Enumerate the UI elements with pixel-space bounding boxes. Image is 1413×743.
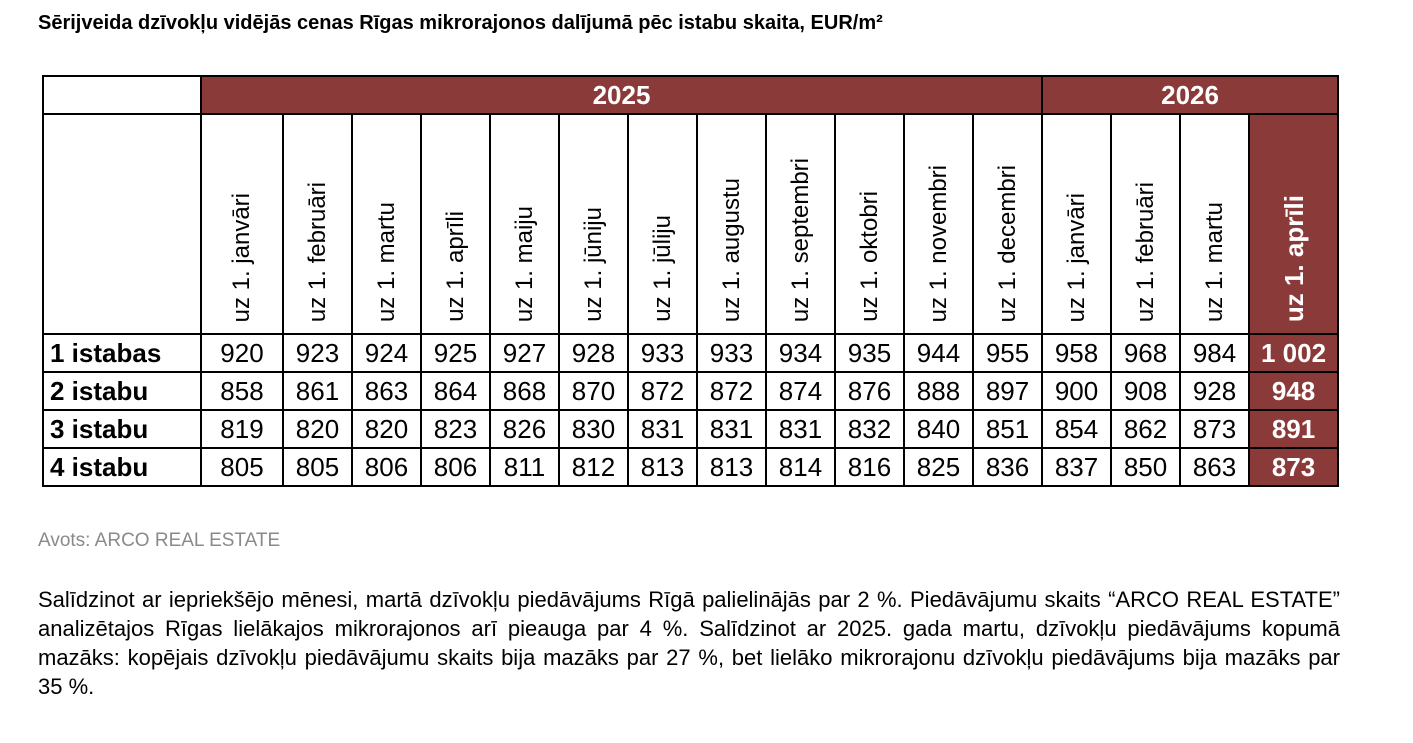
price-cell: 870 (559, 372, 628, 410)
price-cell: 811 (490, 448, 559, 486)
row-label: 4 istabu (43, 448, 201, 486)
price-cell: 888 (904, 372, 973, 410)
month-label: uz 1. jūliju (648, 215, 676, 322)
month-label: uz 1. maiju (510, 205, 538, 322)
price-cell: 935 (835, 334, 904, 372)
month-header (1111, 114, 1180, 334)
source-note: Avots: ARCO REAL ESTATE (38, 530, 281, 551)
price-cell: 858 (201, 372, 283, 410)
month-label: uz 1. augustu (717, 177, 745, 322)
price-cell: 851 (973, 410, 1042, 448)
row-label-header (43, 114, 201, 334)
price-cell: 900 (1042, 372, 1111, 410)
price-cell: 920 (201, 334, 283, 372)
month-label: uz 1. septembri (786, 157, 814, 322)
price-cell: 854 (1042, 410, 1111, 448)
price-cell: 955 (973, 334, 1042, 372)
month-header (352, 114, 421, 334)
month-header-row (43, 114, 1338, 334)
price-cell: 832 (835, 410, 904, 448)
price-cell: 933 (628, 334, 697, 372)
price-cell-current: 1 002 (1249, 334, 1338, 372)
price-cell: 813 (697, 448, 766, 486)
price-cell: 944 (904, 334, 973, 372)
body-paragraph: Salīdzinot ar iepriekšējo mēnesi, martā dzīvokļu piedāvājums Rīgā palielinājās par 2 %. Piedāvājumu skaits “ARCO REAL ESTATE” analizētajos Rīgas lielākajos mikrorajonos arī pieauga par 4 %. Salīdzinot ar 2025. gada martu, dzīvokļu piedāvājums kopumā mazāks: kopējais dzīvokļu piedāvājumu skaits bija mazāks par 27 %, bet lielāko mikrorajonu dzīvokļu piedāvājums bija mazāks par 35 %. (38, 587, 1340, 699)
table-row (43, 410, 1338, 448)
price-cell: 925 (421, 334, 490, 372)
table-row (43, 334, 1338, 372)
price-table (42, 75, 1339, 487)
month-label: uz 1. oktobri (855, 191, 883, 322)
month-header (835, 114, 904, 334)
month-label: uz 1. novembri (924, 164, 952, 322)
month-header (766, 114, 835, 334)
price-cell: 924 (352, 334, 421, 372)
month-header (628, 114, 697, 334)
price-cell: 814 (766, 448, 835, 486)
price-cell: 928 (1180, 372, 1249, 410)
price-cell: 806 (352, 448, 421, 486)
price-cell: 872 (628, 372, 697, 410)
page-title: Sērijveida dzīvokļu vidējās cenas Rīgas mikrorajonos dalījumā pēc istabu skaita, EUR/m² (38, 12, 883, 34)
year-2025-header: 2025 (201, 76, 1042, 114)
price-cell: 863 (1180, 448, 1249, 486)
price-cell: 862 (1111, 410, 1180, 448)
month-label: uz 1. martu (372, 201, 400, 322)
price-cell: 831 (628, 410, 697, 448)
price-cell: 805 (201, 448, 283, 486)
price-cell: 831 (766, 410, 835, 448)
price-cell: 823 (421, 410, 490, 448)
price-cell: 816 (835, 448, 904, 486)
price-cell: 933 (697, 334, 766, 372)
month-label: uz 1. janvāri (1062, 192, 1090, 322)
price-cell: 923 (283, 334, 352, 372)
price-cell: 872 (697, 372, 766, 410)
table-row (43, 448, 1338, 486)
price-cell: 864 (421, 372, 490, 410)
price-cell: 876 (835, 372, 904, 410)
month-header-current (1249, 114, 1338, 334)
price-cell: 908 (1111, 372, 1180, 410)
month-header (973, 114, 1042, 334)
price-cell: 874 (766, 372, 835, 410)
price-cell: 826 (490, 410, 559, 448)
price-cell: 840 (904, 410, 973, 448)
month-header (1042, 114, 1111, 334)
year-2026-header: 2026 (1042, 76, 1338, 114)
price-cell: 819 (201, 410, 283, 448)
price-cell: 830 (559, 410, 628, 448)
price-cell: 836 (973, 448, 1042, 486)
price-cell: 927 (490, 334, 559, 372)
price-cell: 805 (283, 448, 352, 486)
month-header (697, 114, 766, 334)
month-label: uz 1. janvāri (228, 192, 255, 322)
price-cell: 863 (352, 372, 421, 410)
table-row (43, 372, 1338, 410)
price-cell: 813 (628, 448, 697, 486)
month-label: uz 1. februāri (303, 181, 331, 322)
price-cell: 873 (1180, 410, 1249, 448)
price-cell: 897 (973, 372, 1042, 410)
month-label: uz 1. jūniju (579, 207, 607, 322)
price-cell: 968 (1111, 334, 1180, 372)
month-header (201, 114, 283, 334)
price-cell: 806 (421, 448, 490, 486)
price-cell: 984 (1180, 334, 1249, 372)
month-header (559, 114, 628, 334)
row-label: 1 istabas (43, 334, 201, 372)
row-label: 3 istabu (43, 410, 201, 448)
price-cell-current: 948 (1249, 372, 1338, 410)
price-cell: 825 (904, 448, 973, 486)
month-header (904, 114, 973, 334)
month-label: uz 1. aprīli (1278, 194, 1309, 322)
price-cell: 831 (697, 410, 766, 448)
month-label: uz 1. februāri (1131, 181, 1159, 322)
corner-cell (43, 76, 201, 114)
price-cell: 837 (1042, 448, 1111, 486)
price-cell: 812 (559, 448, 628, 486)
price-cell: 928 (559, 334, 628, 372)
price-cell: 820 (352, 410, 421, 448)
month-header (283, 114, 352, 334)
month-header (421, 114, 490, 334)
month-header (490, 114, 559, 334)
price-cell: 934 (766, 334, 835, 372)
year-header-row (43, 76, 1338, 114)
month-label: uz 1. decembri (993, 164, 1021, 322)
month-label: uz 1. aprīli (441, 211, 469, 322)
price-cell: 861 (283, 372, 352, 410)
month-label: uz 1. martu (1200, 201, 1228, 322)
price-cell-current: 873 (1249, 448, 1338, 486)
price-cell-current: 891 (1249, 410, 1338, 448)
price-cell: 850 (1111, 448, 1180, 486)
price-cell: 958 (1042, 334, 1111, 372)
month-header (1180, 114, 1249, 334)
row-label: 2 istabu (43, 372, 201, 410)
price-cell: 868 (490, 372, 559, 410)
price-cell: 820 (283, 410, 352, 448)
